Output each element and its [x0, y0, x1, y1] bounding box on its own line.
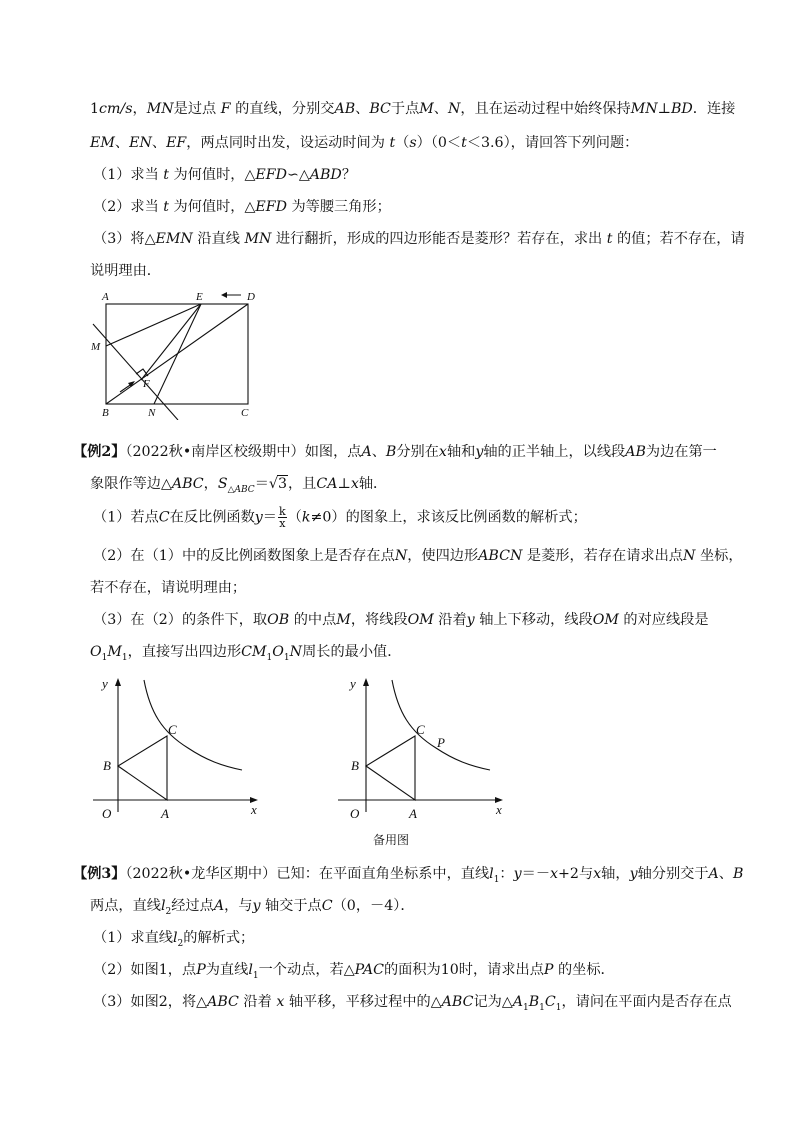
axis-x-label: x	[251, 802, 257, 817]
label-c: C	[241, 407, 249, 419]
point-c-label: C	[416, 722, 425, 737]
point-a-label: A	[161, 806, 169, 821]
label-b: B	[102, 407, 109, 419]
coordinate-figure-1	[88, 672, 268, 822]
p3-line1: 【例3】（2022秋•龙华区期中）已知：在平面直角坐标系中，直线$l_1$：y＝－x+2与x轴，y轴分别交于A、B	[73, 866, 744, 885]
p1-question-2: （2）求当 t 为何值时，△EFD 为等腰三角形；	[93, 199, 391, 215]
point-b-label: B	[351, 758, 359, 773]
p2-question-2: （2）在（1）中的反比例函数图象上是否存在点N，使四边形ABCN 是菱形，若存在请求出点N 坐标，	[93, 548, 743, 564]
p1-question-3: （3）将△EMN 沿直线 MN 进行翻折，形成的四边形能否是菱形？若存在，求出 t 的值；若不存在，请	[93, 231, 745, 247]
point-b-label: B	[103, 758, 111, 773]
point-p-label: P	[437, 735, 445, 750]
label-n: N	[148, 407, 156, 419]
p2-question-3-cont: $O_1M_1$，直接写出四边形$CM_1O_1N$周长的最小值．	[90, 644, 402, 663]
y-arrow	[115, 678, 121, 686]
p1-line1: 1cm/s，MN是过点 F 的直线，分别交AB、BC于点M、N，且在运动过程中始终保持MN⊥BD．连接	[90, 101, 736, 117]
label-m: M	[91, 341, 101, 353]
label-a: A	[102, 291, 109, 303]
origin-label: O	[102, 806, 112, 821]
label-d: D	[247, 291, 255, 303]
axis-x-label: x	[496, 802, 502, 817]
axis-y-label: y	[102, 676, 108, 691]
p1-question-3-cont: 说明理由．	[90, 263, 161, 279]
arrow-head-e	[221, 292, 227, 298]
p2-question-2-cont: 若不存在，请说明理由；	[90, 580, 247, 596]
axis-y-label: y	[350, 676, 356, 691]
equilateral-triangle	[118, 736, 167, 800]
spare-figure-caption: 备用图	[373, 833, 410, 847]
p2-question-3: （3）在（2）的条件下，取OB 的中点M，将线段OM 沿着y 轴上下移动，线段OM 的对应线段是	[93, 612, 709, 628]
fraction-k-over-x: $\frac{k}{x}$	[279, 505, 286, 530]
rectangle-figure	[80, 286, 270, 420]
label-f: F	[143, 378, 150, 390]
y-arrow	[363, 678, 369, 686]
segment-em	[106, 304, 201, 346]
p3-question-1: （1）求直线$l_2$的解析式；	[93, 930, 255, 949]
hyperbola	[144, 680, 242, 770]
p3-question-3: （3）如图2，将△ABC 沿着 x 轴平移，平移过程中的△ABC记为$\triangle A_1B_1C_1$，请问在平面内是否存在点	[93, 994, 732, 1013]
point-a-label: A	[409, 806, 417, 821]
equilateral-triangle	[366, 736, 415, 800]
p2-question-1: （1）若点C在反比例函数y＝ $\frac{k}{x}$ （k≠0）的图象上，求该反比例函数的解析式；	[93, 505, 587, 530]
label-e: E	[196, 291, 203, 303]
point-c-label: C	[168, 722, 177, 737]
p3-line2: 两点，直线$l_2$经过点A，与y 轴交于点C（0，－4）．	[90, 898, 415, 917]
p2-line2: 象限作等边△ABC，$S_{\triangle ABC}=√3$，且CA⊥x轴．	[90, 476, 388, 495]
p3-question-2: （2）如图1，点P为直线$l_1$一个动点，若△PAC的面积为10时，请求出点P 的坐标．	[93, 962, 615, 981]
p2-line1: 【例2】（2022秋•南岸区校级期中）如图，点A、B分别在x轴和y轴的正半轴上，以线段AB为边在第一	[73, 444, 717, 460]
p1-line2: EM、EN、EF，两点同时出发，设运动时间为 t（s）（0＜t＜3.6），请回答下列问题：	[90, 135, 639, 151]
p1-question-1: （1）求当 t 为何值时，△EFD∽△ABD？	[93, 167, 357, 183]
coordinate-figure-2	[328, 672, 518, 850]
hyperbola	[392, 680, 490, 770]
origin-label: O	[350, 806, 360, 821]
